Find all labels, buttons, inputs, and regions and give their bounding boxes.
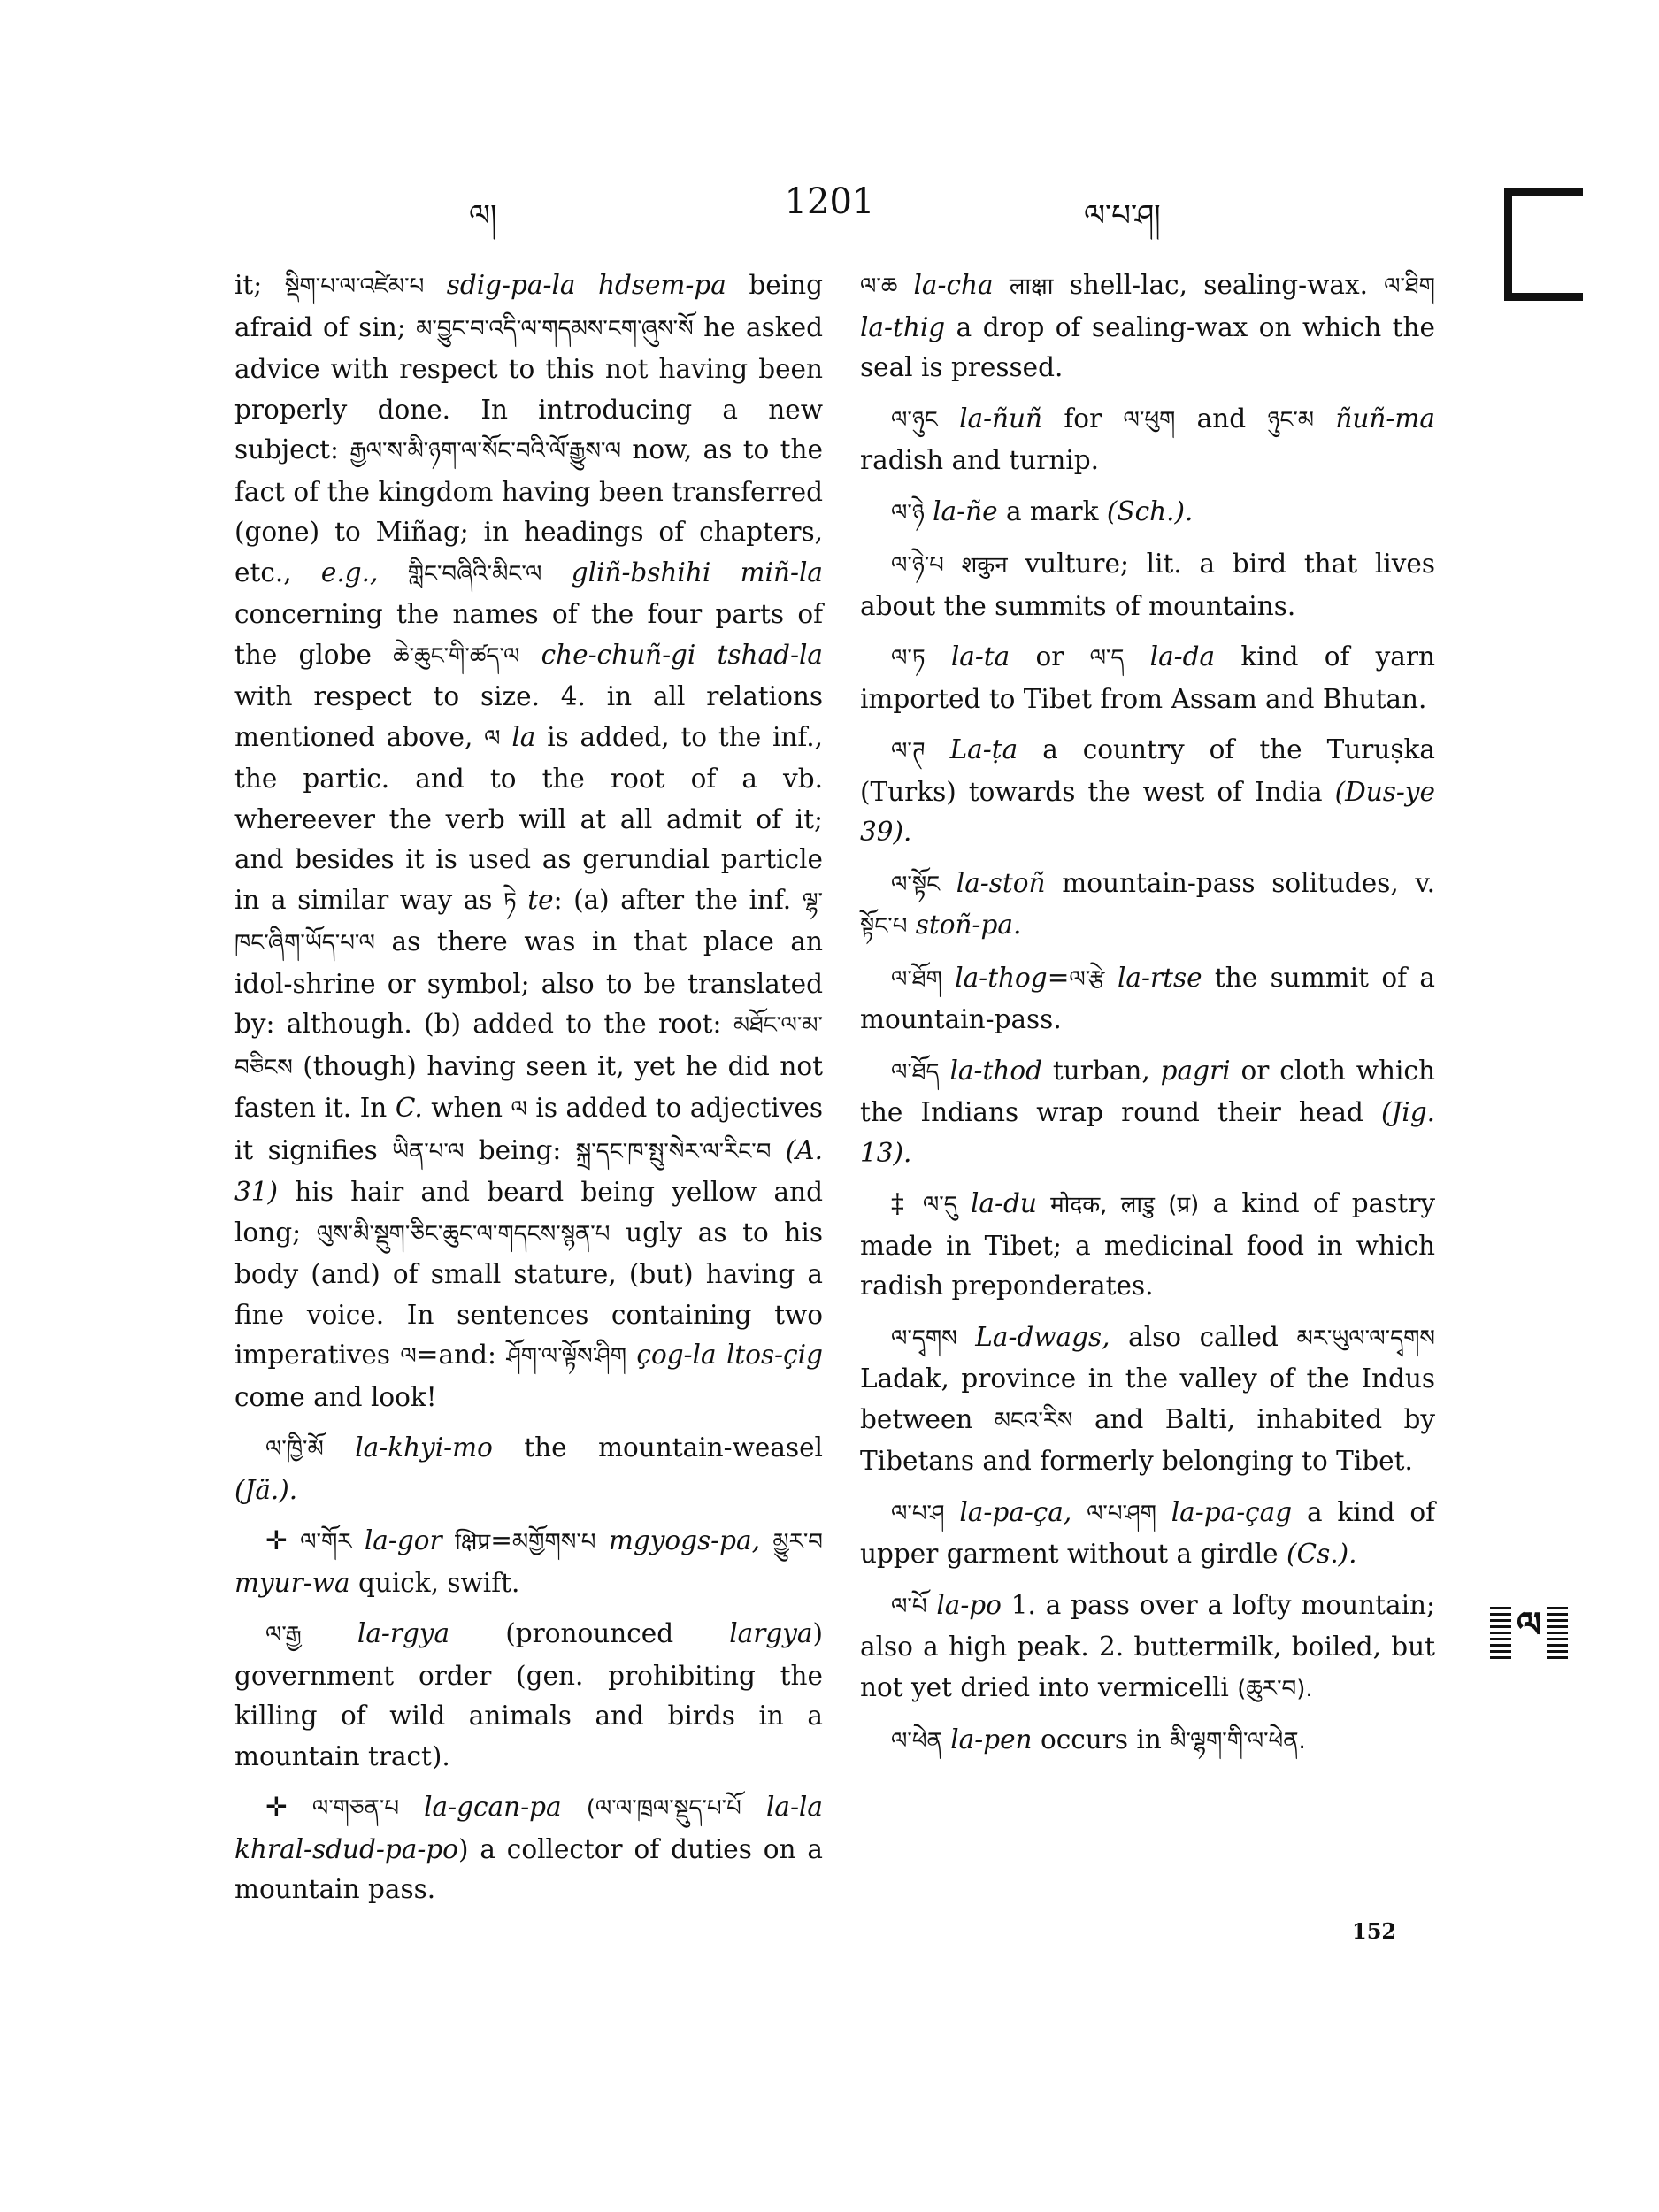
right-headword: ལ་པ་ཤ། [1084, 198, 1161, 234]
page-number: 1201 [784, 181, 875, 222]
entry-la-rgya: ལ་རྒྱ la-rgya (pronounced largya) government order (gen. prohibiting the killing of wild animals and birds in a mountain tract). [234, 1618, 823, 1771]
entry-la-khyi-mo: ལ་ཁྱི་མོ la-khyi-mo the mountain-weasel (Jä.). [234, 1432, 823, 1505]
entry-la-gor: ✛ ལ་གོར la-gor क्षिप्र=མགྱོགས་པ mgyogs-pa, མྱུར་བ myur-wa quick, swift. [234, 1525, 823, 1598]
entry-la-du: ‡ ལ་དུ la-du मोदक, लाडु (प्र) a kind of pastry made in Tibet; a medicinal food in which radish preponderates. [860, 1188, 1435, 1301]
entry-la-pen: ལ་ཕེན la-pen occurs in མི་ལྷག་གི་ལ་ཕེན. [891, 1724, 1306, 1755]
entry-la-ta-country: ལ་ཊ La-ṭa a country of the Turuṣka (Turks) towards the west of India (Dus-ye 39). [860, 734, 1435, 847]
entry-la-particle: it; སྡིག་པ་ལ་འཛེམ་པ sdig-pa-la hdsem-pa being afraid of sin; མ་བྱུང་བ་འདི་ལ་གདམས་ངག་ཞུས་སོ he asked advice with respect to this not having been properly done. In introducing a new subject: རྒྱལ་ས་མི་ཉག་ལ་སོང་བའི་ལོ་རྒྱུས་ལ now, as to the fact of the kingdom having been transferred (gone) to Miñag; in headings of chapters, etc., e.g., གླིང་བཞིའི་མིང་ལ gliñ-bshihi miñ-la concerning the names of the four parts of the globe ཆེ་ཆུང་གི་ཚད་ལ che-chuñ-gi tshad-la with respect to size. 4. in all relations mentioned above, ལ la is added, to the inf., the partic. and to the root of a vb. whereever the verb will at all admit of it; and besides it is used as gerundial particle in a similar way as ཏེ te: (a) after the inf. ལྷ་ཁང་ཞིག་ཡོད་པ་ལ as there was in that place an idol-shrine or symbol; also to be translated by: although. (b) added to the root: མཐོང་ལ་མ་བཅིངས (though) having seen it, yet he did not fasten it. In C. when ལ is added to adjectives it signifies ཡིན་པ་ལ being: སྐྲ་དང་ཁ་སྤུ་སེར་ལ་རིང་བ (A. 31) his hair and beard being yellow and long; ལུས་མི་སྡུག་ཅིང་ཆུང་ལ་གདངས་སྙན་པ ugly as to his body (and) of small stature, (but) having a fine voice. In sentences containing two imperatives ལ=and: ཤོག་ལ་ལྟོས་ཤིག çog-la ltos-çig come and look! [234, 270, 824, 1412]
thumb-index-tab [1490, 1604, 1568, 1662]
entry-la-po: ལ་པོ la-po 1. a pass over a lofty mountain; also a high peak. 2. buttermilk, boiled, but not yet dried into vermicelli (ཆུར་བ). [860, 1589, 1435, 1702]
entry-la-ston: ལ་སྟོང la-stoñ mountain-pass solitudes, v. སྟོང་པ stoñ-pa. [860, 867, 1435, 940]
page-header [0, 181, 1659, 234]
left-column [234, 265, 823, 1921]
entry-la-gcan-pa: ✛ ལ་གཅན་པ la-gcan-pa (ལ་ལ་ཁྲལ་སྡུད་པ་པོ la-la khral-sdud-pa-po) a collector of duties on a mountain pass. [234, 1792, 823, 1904]
entry-la-cha: ལ་ཆ la-cha लाक्षा shell-lac, sealing-wax. ལ་ཐིག la-thig a drop of sealing-wax on which the seal is pressed. [860, 270, 1435, 382]
entry-la-pa-ca: ལ་པ་ཤ la-pa-ça, ལ་པ་ཤག la-pa-çag a kind of upper garment without a girdle (Cs.). [860, 1496, 1435, 1569]
entry-la-thog: ལ་ཐོག la-thog=ལ་རྩེ la-rtse the summit of a mountain-pass. [860, 962, 1435, 1034]
signature-number: 152 [1352, 1918, 1397, 1944]
right-column [860, 265, 1435, 1773]
entry-la-nun: ལ་ཉུང la-ñuñ for ལ་ཕུག and ཉུང་མ ñuñ-ma radish and turnip. [860, 403, 1435, 475]
left-headword: ལ། [469, 198, 497, 234]
thumb-index-letter: ལ [1511, 1585, 1547, 1685]
entry-la-ne: ལ་ཉེ la-ñe a mark (Sch.). [891, 495, 1194, 526]
entry-la-thod: ལ་ཐོད la-thod turban, pagri or cloth which the Indians wrap round their head (Jig. 13). [860, 1055, 1435, 1168]
entry-la-ne-pa: ལ་ཉེ་པ शकुन vulture; lit. a bird that lives about the summits of mountains. [860, 549, 1435, 621]
entry-la-dwags: ལ་དྭགས La-dwags, also called མར་ཡུལ་ལ་དྭགས Ladak, province in the valley of the Indus between མངའ་རིས and Balti, inhabited by Tibetans and formerly belonging to Tibet. [860, 1321, 1435, 1476]
thumb-bracket [1504, 188, 1583, 301]
entry-la-ta: ལ་ཏ la-ta or ལ་ད la-da kind of yarn imported to Tibet from Assam and Bhutan. [860, 641, 1435, 714]
